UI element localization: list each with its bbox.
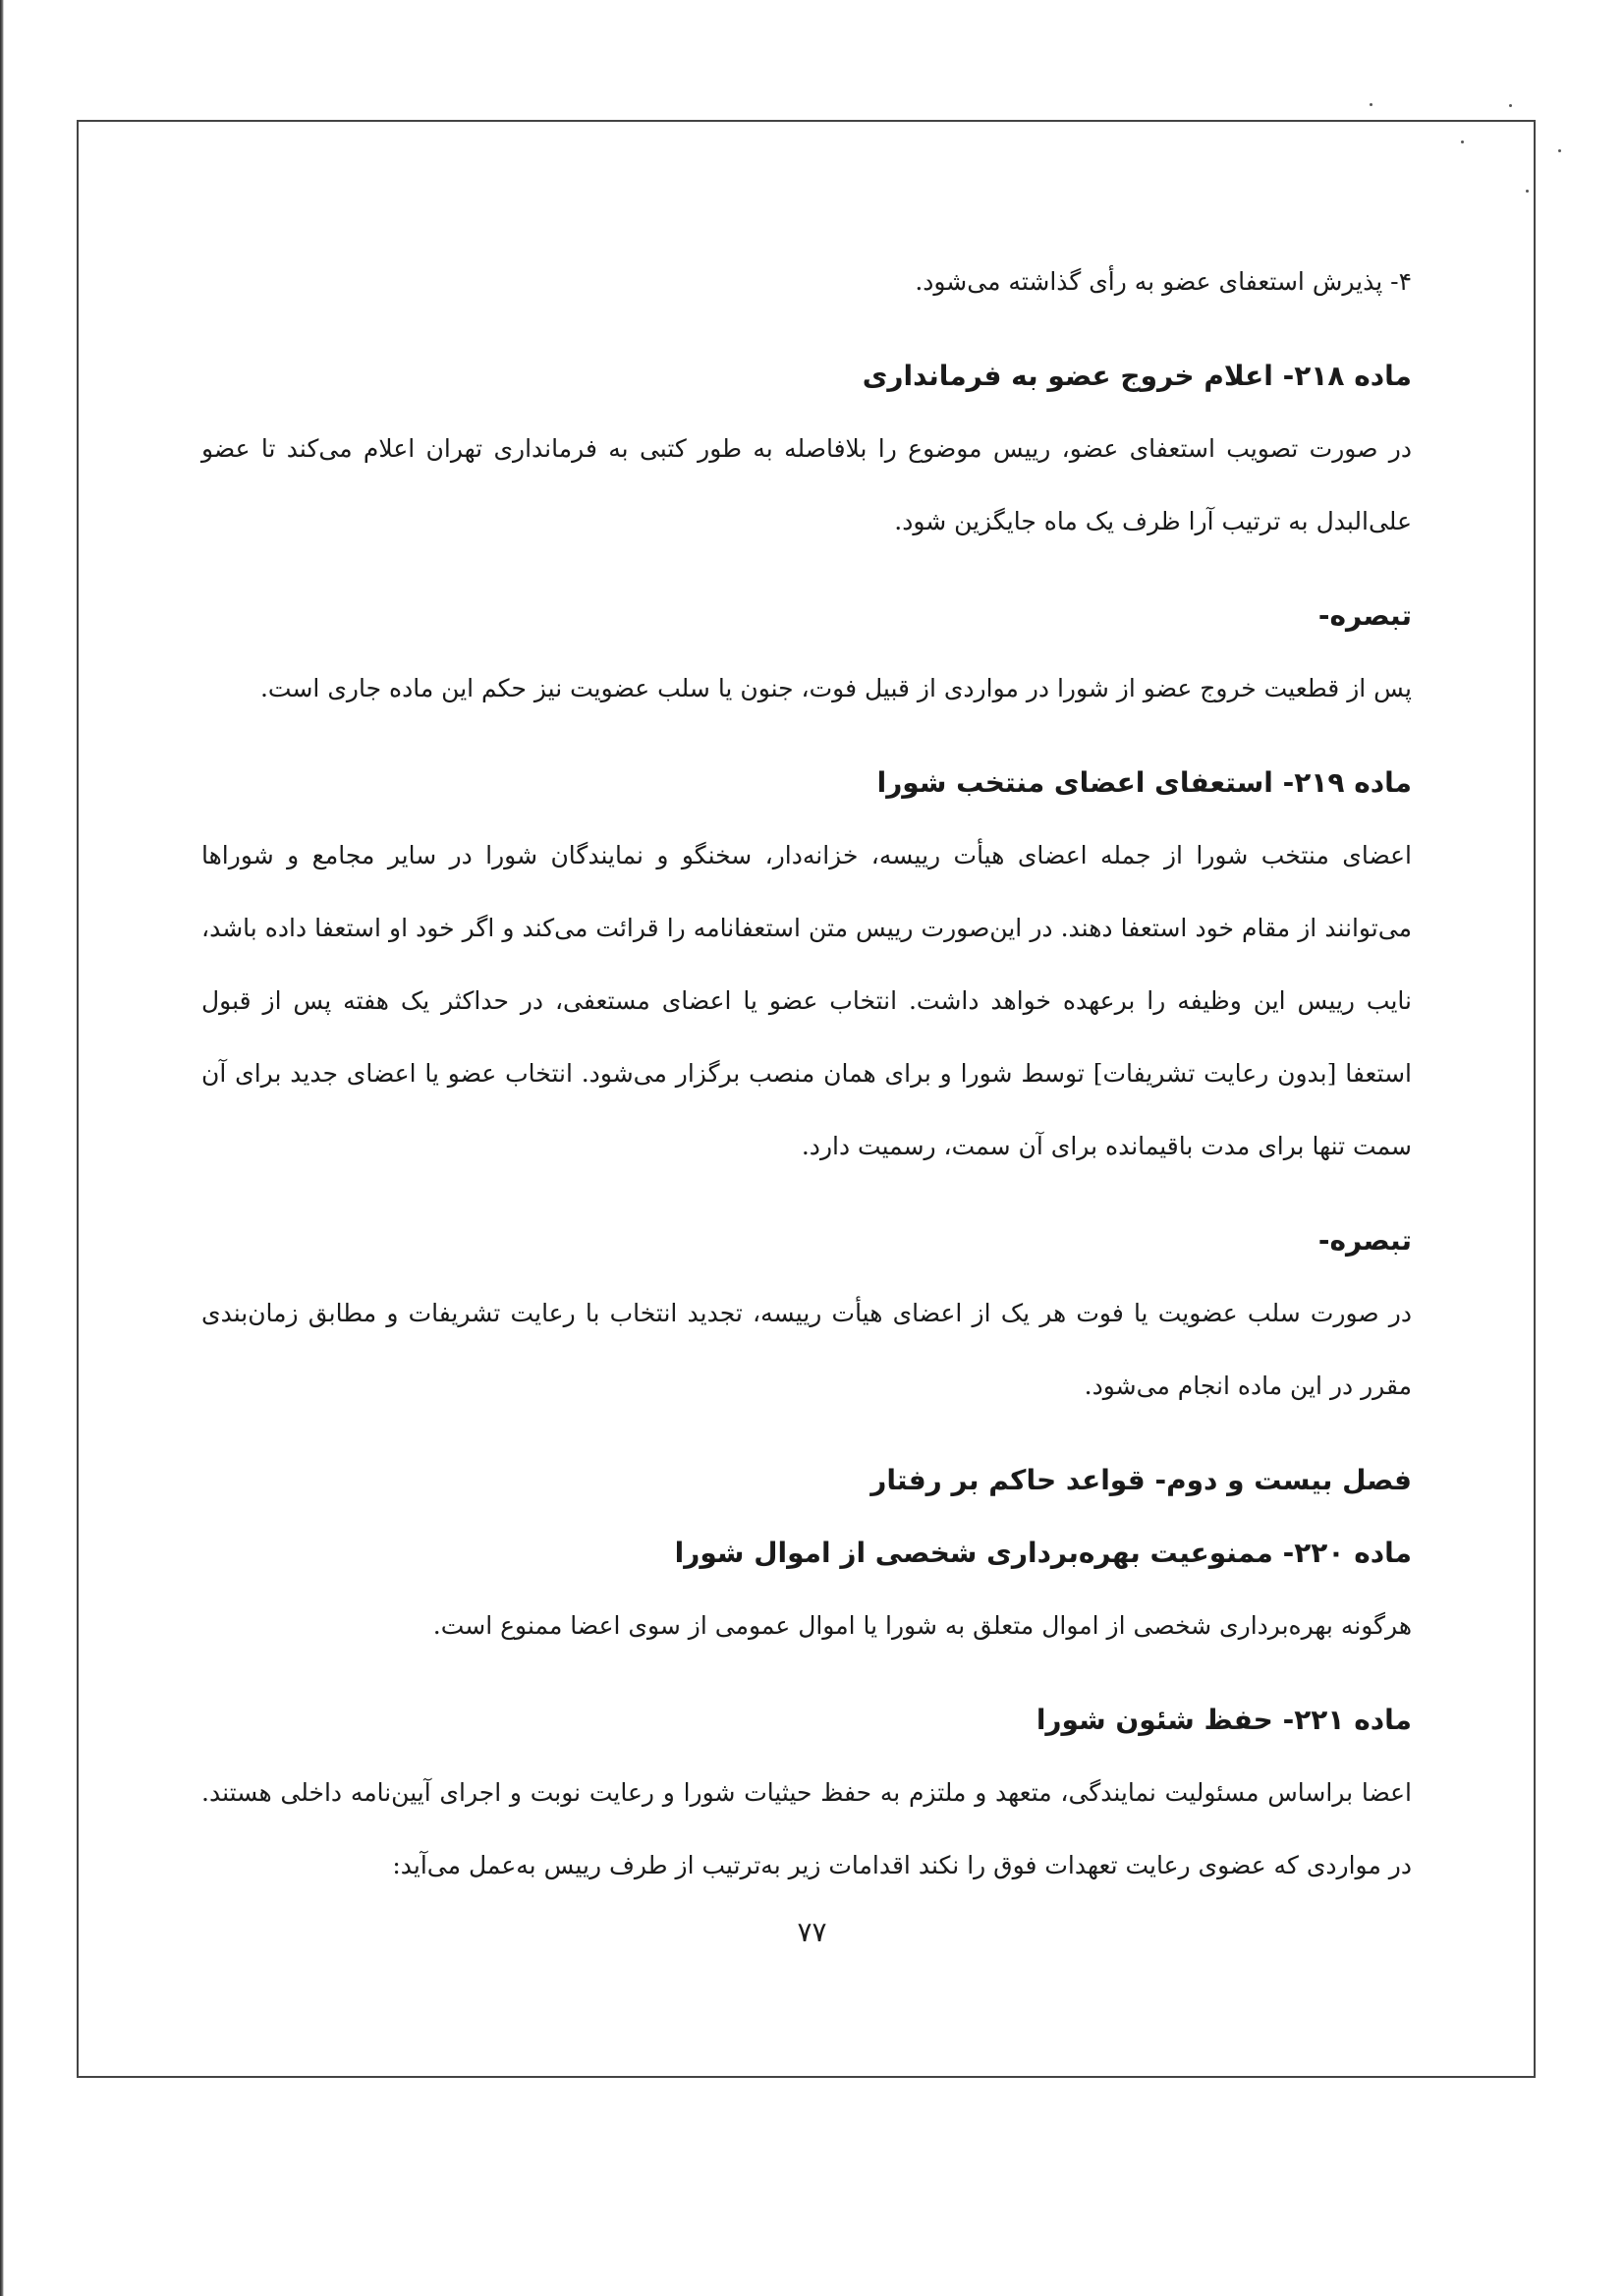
item-4: ۴- پذیرش استعفای عضو به رأی گذاشته می‌شود.	[915, 267, 1412, 296]
scan-speck	[1370, 103, 1372, 106]
article-221-body: اعضا براساس مسئولیت نمایندگی، متعهد و ملتزم به حفظ حیثیات شورا و رعایت نوبت و اجرای آیین‌نامه داخلی هستند. در مواردی که عضوی رعایت تعهدات فوق را نکند اقدامات زیر به‌ترتیب از طرف رییس به‌عمل می‌آید:	[201, 1778, 1412, 1879]
article-219-note-body: در صورت سلب عضویت یا فوت هر یک از اعضای هیأت رییسه، تجدید انتخاب با رعایت تشریفات و مطابق زمان‌بندی مقرر در این ماده انجام می‌شود.	[201, 1299, 1412, 1400]
article-218-note-body: پس از قطعیت خروج عضو از شورا در مواردی از قبیل فوت، جنون یا سلب عضویت نیز حکم این ماده جاری است.	[259, 674, 1412, 702]
article-219-body: اعضای منتخب شورا از جمله اعضای هیأت رییسه، خزانه‌دار، سخنگو و نمایندگان شورا در سایر مجامع و شوراها می‌توانند از مقام خود استعفا دهند. در این‌صورت رییس متن استعفانامه را قرائت می‌کند و اگر خود او استعفا داده باشد، نایب رییس این وظیفه را برعهده خواهد داشت. انتخاب عضو یا اعضای مستعفی، در حداکثر یک هفته پس از قبول استعفا [بدون رعایت تشریفات] توسط شورا و برای همان منصب برگزار می‌شود. انتخاب عضو یا اعضای جدید برای آن سمت تنها برای مدت باقیمانده برای آن سمت، رسمیت دارد.	[201, 841, 1412, 1160]
scan-edge	[0, 0, 4, 2296]
document-body	[201, 246, 1412, 1902]
scan-speck	[1509, 104, 1512, 107]
article-220-heading: ماده ۲۲۰- ممنوعیت بهره‌برداری شخصی از اموال شورا	[674, 1537, 1412, 1569]
article-219-heading: ماده ۲۱۹- استعفای اعضای منتخب شورا	[876, 766, 1412, 799]
scan-speck	[1558, 149, 1561, 152]
article-218-note-heading: تبصره-	[1317, 599, 1412, 632]
article-218-body: در صورت تصویب استعفای عضو، رییس موضوع را بلافاصله به طور کتبی به فرمانداری تهران اعلام می‌کند تا عضو علی‌البدل به ترتیب آرا ظرف یک ماه جایگزین شود.	[201, 434, 1412, 535]
article-221-heading: ماده ۲۲۱- حفظ شئون شورا	[1036, 1704, 1412, 1736]
page-number: ۷۷	[797, 1916, 827, 1948]
article-218-heading: ماده ۲۱۸- اعلام خروج عضو به فرمانداری	[862, 360, 1412, 392]
chapter-22-heading: فصل بیست و دوم- قواعد حاکم بر رفتار	[870, 1464, 1412, 1496]
article-219-note-heading: تبصره-	[1317, 1224, 1412, 1257]
article-220-body: هرگونه بهره‌برداری شخصی از اموال متعلق به شورا یا اموال عمومی از سوی اعضا ممنوع است.	[432, 1611, 1412, 1640]
